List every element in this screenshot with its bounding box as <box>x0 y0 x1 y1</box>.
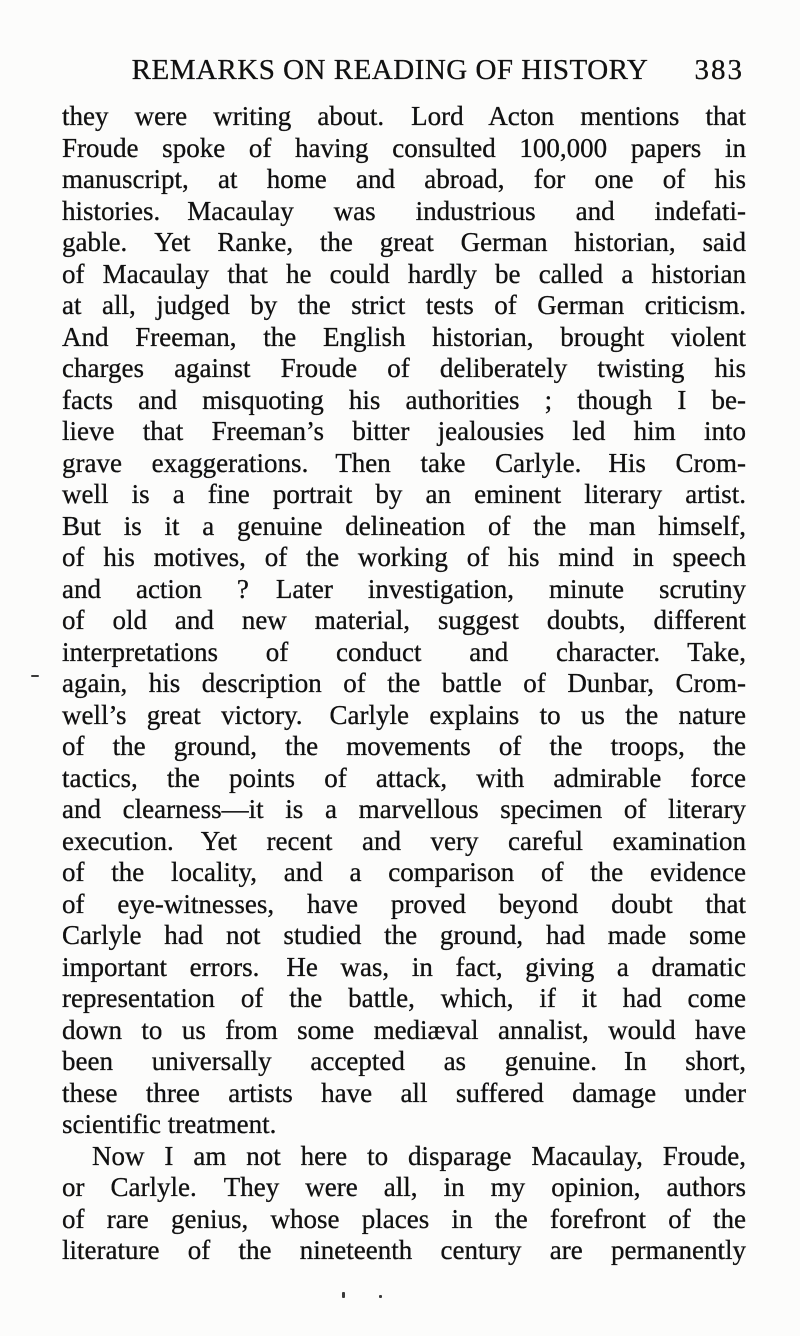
text-line: they were writing about. Lord Acton mentions that <box>62 101 746 131</box>
text-line: tactics, the points of attack, with admirable force <box>62 762 746 793</box>
text-line: gable. Yet Ranke, the great German historian, said <box>62 227 746 257</box>
text-line: at all, judged by the strict tests of German criticism. <box>62 290 746 320</box>
text-line: of old and new material, suggest doubts, different <box>62 605 746 635</box>
running-header <box>62 52 746 88</box>
text-line: But is it a genuine delineation of the man himself, <box>62 510 746 541</box>
text-line: scientific treatment. <box>62 1109 277 1139</box>
text-line: of the locality, and a comparison of the evidence <box>62 857 746 887</box>
scan-artifact-speck <box>379 1295 382 1298</box>
text-line: and clearness—it is a marvellous specimen of literary <box>62 794 746 824</box>
text-line: facts and misquoting his authorities ; though I be- <box>62 384 746 415</box>
text-line: these three artists have all suffered damage under <box>62 1077 746 1108</box>
page-title: REMARKS ON READING OF HISTORY <box>131 54 649 86</box>
text-line: of eye-witnesses, have proved beyond doubt that <box>62 888 746 919</box>
scan-artifact-dash <box>31 675 39 677</box>
text-block <box>62 101 746 1267</box>
text-line: well is a fine portrait by an eminent literary artist. <box>62 479 746 509</box>
text-line: manuscript, at home and abroad, for one of his <box>62 164 746 194</box>
text-line: And Freeman, the English historian, brought violent <box>62 321 746 352</box>
text-line: lieve that Freeman’s bitter jealousies led him into <box>62 416 746 446</box>
text-line: or Carlyle. They were all, in my opinion, authors <box>62 1172 746 1202</box>
text-line: interpretations of conduct and character. Take, <box>62 636 746 667</box>
text-line: important errors. He was, in fact, giving a dramatic <box>62 951 746 982</box>
text-line: of rare genius, whose places in the forefront of the <box>62 1203 746 1234</box>
scan-artifact-speck <box>342 1292 345 1298</box>
page-number: 383 <box>694 54 744 86</box>
text-line: Now I am not here to disparage Macaulay, Froude, <box>92 1140 746 1171</box>
text-line: charges against Froude of deliberately twisting his <box>62 353 746 383</box>
text-line: of the ground, the movements of the troops, the <box>62 731 746 761</box>
text-line: grave exaggerations. Then take Carlyle. His Crom- <box>62 447 746 478</box>
text-line: of Macaulay that he could hardly be called a historian <box>62 258 746 289</box>
text-line: representation of the battle, which, if it had come <box>62 983 746 1013</box>
text-line: execution. Yet recent and very careful examination <box>62 825 746 856</box>
text-line: Froude spoke of having consulted 100,000 papers in <box>62 132 746 163</box>
text-line: been universally accepted as genuine. In short, <box>62 1046 746 1076</box>
text-line: literature of the nineteenth century are permanently <box>62 1235 746 1265</box>
text-line: again, his description of the battle of Dunbar, Crom- <box>62 668 746 698</box>
text-line: histories. Macaulay was industrious and indefati- <box>62 195 746 226</box>
text-line: Carlyle had not studied the ground, had made some <box>62 920 746 950</box>
text-line: and action ? Later investigation, minute scrutiny <box>62 573 746 604</box>
text-line: of his motives, of the working of his mind in speech <box>62 542 746 572</box>
text-line: down to us from some mediæval annalist, would have <box>62 1014 746 1045</box>
text-line: well’s great victory. Carlyle explains to us the nature <box>62 699 746 730</box>
